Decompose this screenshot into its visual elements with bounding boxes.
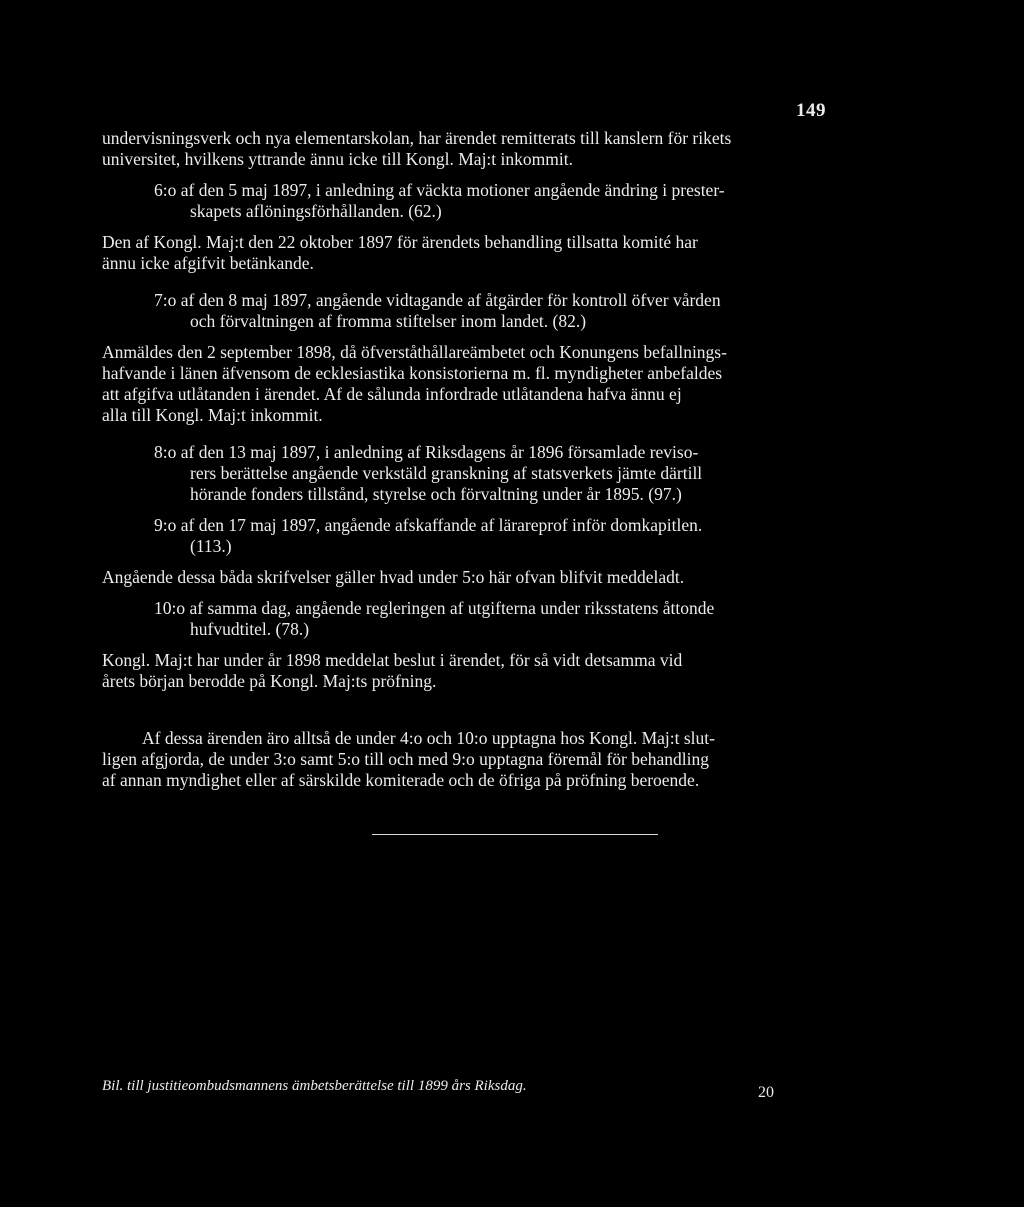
text-line: Kongl. Maj:t har under år 1898 meddelat beslut i ärendet, för så vidt detsamma vid [102, 650, 683, 670]
paragraph-item-10-note [102, 650, 844, 692]
text-line: Angående dessa båda skrifvelser gäller hvad under 5:o här ofvan blifvit meddeladt. [102, 567, 685, 587]
paragraph-intro [102, 128, 844, 170]
paragraph-item-6 [102, 180, 844, 222]
text-line: skapets aflöningsförhållanden. (62.) [190, 201, 442, 221]
text-line: ännu icke afgifvit betänkande. [102, 253, 314, 273]
paragraph-item-7-note [102, 342, 844, 426]
text-line: Anmäldes den 2 september 1898, då öfverståthållareämbetet och Konungens befallnings- [102, 342, 727, 362]
text-line: (113.) [190, 536, 232, 556]
paragraph-summary [102, 728, 844, 791]
text-line: hufvudtitel. (78.) [190, 619, 310, 639]
body-text [102, 128, 844, 791]
footer-signature: 20 [758, 1084, 774, 1101]
text-line: universitet, hvilkens yttrande ännu icke till Kongl. Maj:t inkommit. [102, 149, 573, 169]
text-line: att afgifva utlåtanden i ärendet. Af de sålunda infordrade utlåtandena hafva ännu ej [102, 384, 682, 404]
paragraph-item-6-note [102, 232, 844, 274]
text-line: alla till Kongl. Maj:t inkommit. [102, 405, 323, 425]
page-number: 149 [796, 100, 826, 121]
text-line: 8:o af den 13 maj 1897, i anledning af Riksdagens år 1896 församlade reviso- [154, 442, 699, 462]
footer-title: Bil. till justitieombudsmannens ämbetsberättelse till 1899 års Riksdag. [102, 1078, 527, 1094]
paragraph-item-9 [102, 515, 844, 557]
text-line: 10:o af samma dag, angående regleringen af utgifterna under riksstatens åttonde [154, 598, 715, 618]
section-divider [372, 834, 658, 835]
text-line: 7:o af den 8 maj 1897, angående vidtagande af åtgärder för kontroll öfver vården [154, 290, 721, 310]
text-line: rers berättelse angående verkstäld granskning af statsverkets jämte därtill [190, 463, 703, 483]
text-line: och förvaltningen af fromma stiftelser inom landet. (82.) [190, 311, 587, 331]
text-line: af annan myndighet eller af särskilde komiterade och de öfriga på pröfning beroende. [102, 770, 700, 790]
paragraph-item-7 [102, 290, 844, 332]
text-line: ligen afgjorda, de under 3:o samt 5:o till och med 9:o upptagna föremål för behandling [102, 749, 709, 769]
paragraph-item-10 [102, 598, 844, 640]
paragraph-item-9-note [102, 567, 844, 588]
text-line: årets början berodde på Kongl. Maj:ts pröfning. [102, 671, 437, 691]
text-line: Af dessa ärenden äro alltså de under 4:o och 10:o upptagna hos Kongl. Maj:t slut- [142, 728, 715, 748]
text-line: Den af Kongl. Maj:t den 22 oktober 1897 för ärendets behandling tillsatta komité har [102, 232, 698, 252]
text-line: hafvande i länen äfvensom de ecklesiastika konsistorierna m. fl. myndigheter anbefaldes [102, 363, 723, 383]
text-line: hörande fonders tillstånd, styrelse och förvaltning under år 1895. (97.) [190, 484, 682, 504]
text-line: 9:o af den 17 maj 1897, angående afskaffande af lärareprof inför domkapitlen. [154, 515, 703, 535]
text-line: 6:o af den 5 maj 1897, i anledning af väckta motioner angående ändring i prester- [154, 180, 725, 200]
paragraph-item-8 [102, 442, 844, 505]
text-line: undervisningsverk och nya elementarskolan, har ärendet remitterats till kanslern för rikets [102, 128, 732, 148]
